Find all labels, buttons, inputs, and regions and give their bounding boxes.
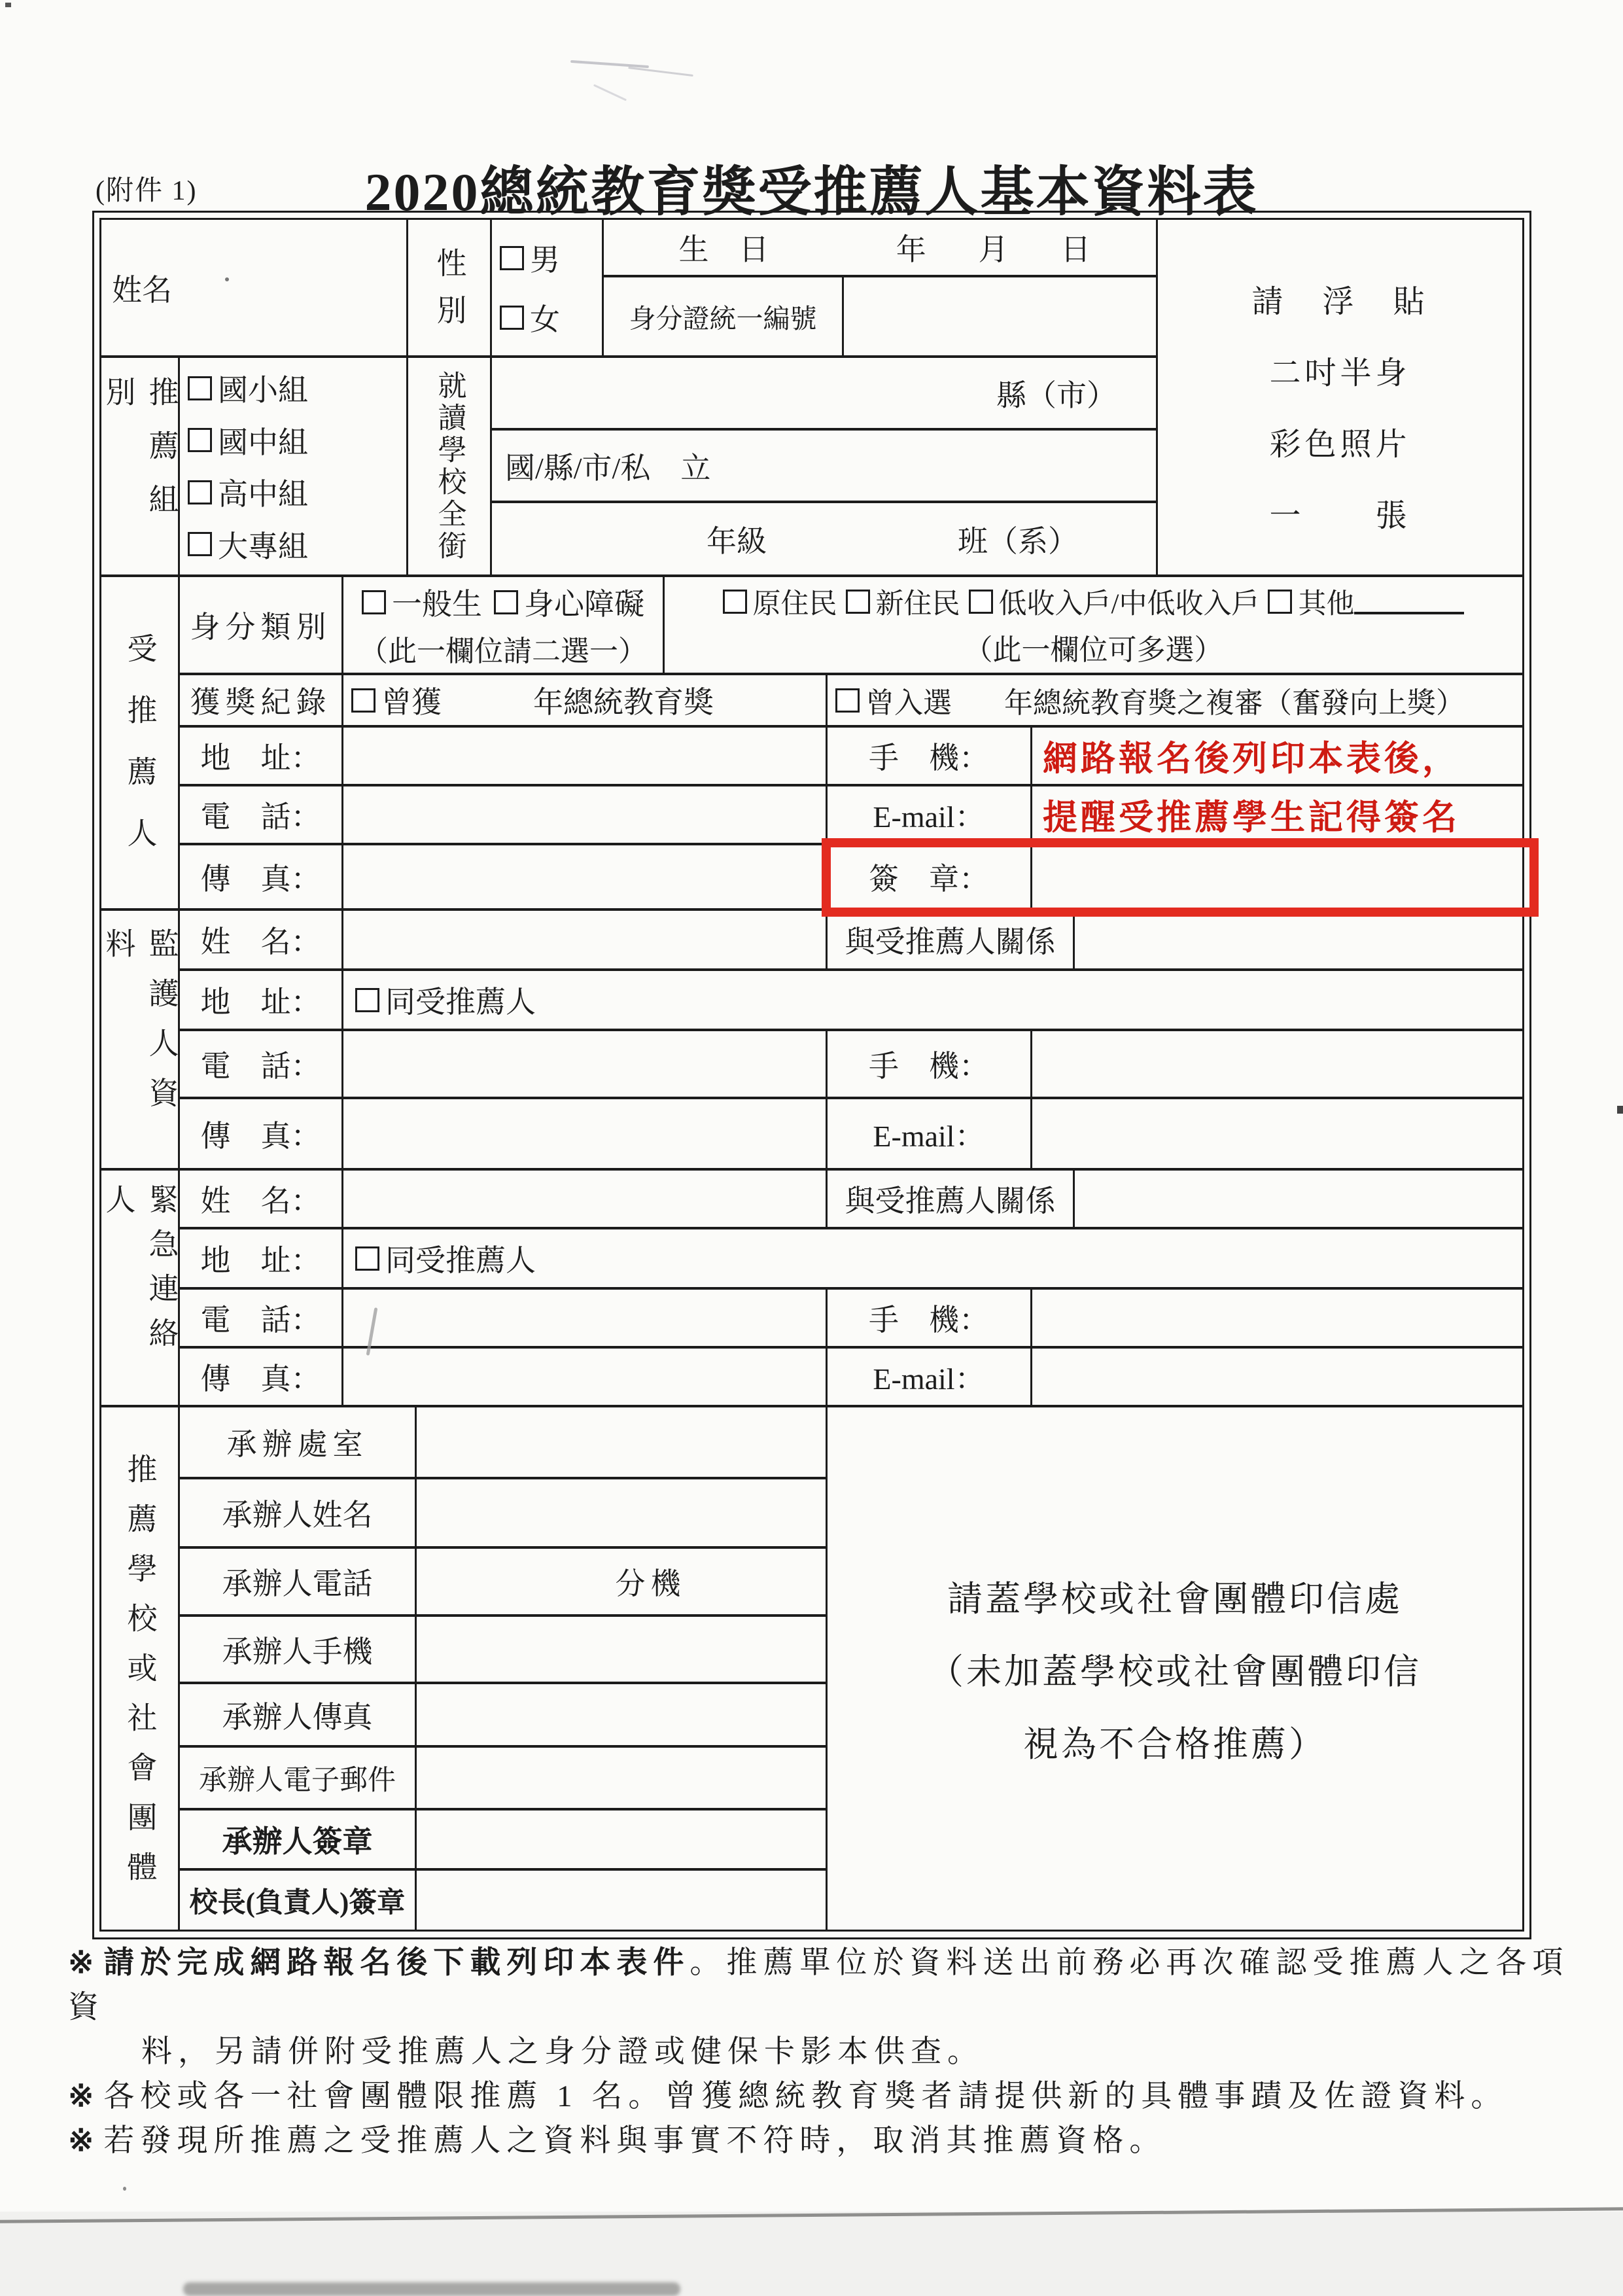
footnotes [68, 1941, 1586, 2163]
principal-signature-label: 校長(負責人)簽章 [180, 1871, 417, 1930]
footnote-2-text: 各校或各一社會團體限推薦 1 名。曾獲總統教育獎者請提供新的具體事蹟及佐證資料。 [103, 2079, 1508, 2113]
nominee-address-label: 地 址： [180, 728, 343, 784]
contact-mobile-value [417, 1617, 828, 1682]
row-contact-signature [180, 1810, 828, 1871]
form-title: 2020總統教育獎受推薦人基本資料表 [364, 162, 1259, 222]
emergency-same-label: 同受推薦人 [385, 1244, 536, 1277]
school-name-zone [492, 358, 1158, 574]
contact-email-value [417, 1748, 828, 1808]
group-section-label: 推薦組別 [101, 358, 180, 574]
row-award-record [180, 675, 1522, 728]
class-label: 班（系） [958, 524, 1078, 558]
gender-options [492, 220, 604, 355]
row-id-number [604, 277, 1158, 355]
row-birthday [604, 220, 1158, 277]
block-identity [101, 220, 1522, 577]
footnote-1-marker: ※ [68, 1946, 100, 1980]
checkbox-low-income [969, 590, 993, 614]
checkbox-male [500, 246, 524, 270]
aborigine-label: 原住民 [752, 589, 837, 620]
guardian-phone-value [343, 1031, 828, 1097]
nominee-signature-label: 簽 章： [828, 845, 1032, 908]
photo-paste-cell [1158, 220, 1522, 574]
senior-label: 高中組 [218, 478, 308, 512]
option-disability [494, 580, 644, 624]
unit-year: 年 [896, 233, 926, 266]
emergency-rows [180, 1171, 1522, 1405]
scan-shadow [183, 2282, 680, 2296]
won-suffix-label: 年總統教育獎 [533, 686, 714, 719]
low-income-label: 低收入戶/中低收入戶 [998, 589, 1260, 620]
footnote-1-rest: 。推薦單位於資料送出前務必再次確認受推薦人之各項資 [68, 1946, 1569, 2024]
emergency-mobile-value [1032, 1290, 1522, 1346]
principal-signature-value [417, 1871, 828, 1930]
contact-phone-value [417, 1549, 828, 1614]
office-label: 承辦處室 [180, 1407, 417, 1477]
contact-fax-label: 承辦人傳真 [180, 1684, 417, 1745]
row-contact-fax [180, 1684, 828, 1748]
nominee-phone-label: 電 話： [180, 786, 343, 843]
emergency-email-value [1032, 1349, 1522, 1405]
footnote-3-marker: ※ [68, 2124, 100, 2158]
school-name-label: 就讀學校全銜 [408, 358, 492, 574]
emergency-relation-label: 與受推薦人關係 [828, 1171, 1075, 1227]
nominee-phone-value [343, 786, 828, 843]
contact-phone-label: 承辦人電話 [180, 1549, 417, 1614]
emergency-section-label: 緊急連絡人 [101, 1171, 180, 1405]
guardian-rows [180, 911, 1522, 1168]
footnote-1 [68, 1941, 1586, 2030]
group-option-college [188, 523, 406, 566]
emergency-name-label: 姓 名： [180, 1171, 343, 1227]
school-prefix-label: 國/縣/市/私 立 [505, 451, 711, 485]
guardian-relation-value [1075, 911, 1522, 968]
group-option-elementary [188, 366, 406, 410]
emergency-relation-value [1075, 1171, 1522, 1227]
stamp-line-3: 視為不合格推薦） [1023, 1724, 1327, 1764]
footnote-2-marker: ※ [68, 2079, 100, 2113]
checkbox-won [351, 688, 375, 713]
nominee-mobile-label: 手 機： [828, 728, 1032, 784]
row-contact-phone [180, 1549, 828, 1617]
emergency-mobile-label: 手 機： [828, 1290, 1032, 1346]
row-guardian-phone [180, 1031, 1522, 1099]
checkbox-other [1268, 590, 1292, 614]
photo-line-2: 二吋半身 [1269, 356, 1411, 391]
identity-two-choice-cell [343, 577, 665, 673]
checkbox-elementary [188, 376, 212, 400]
emergency-phone-value [343, 1290, 828, 1346]
row-contact-name [180, 1479, 828, 1549]
guardian-phone-label: 電 話： [180, 1031, 343, 1097]
group-option-senior [188, 470, 406, 514]
nominee-email-value [1032, 786, 1522, 843]
contact-mobile-label: 承辦人手機 [180, 1617, 417, 1682]
checkbox-female [500, 306, 524, 330]
emergency-name-value [343, 1171, 828, 1227]
guardian-email-value [1032, 1099, 1522, 1168]
identity-multi-note: （此一欄位可多選） [964, 634, 1223, 666]
attachment-label: (附件 1) [96, 176, 198, 206]
footnote-3 [68, 2119, 1586, 2163]
guardian-mobile-value [1032, 1031, 1522, 1097]
group-options [180, 358, 408, 574]
guardian-address-label: 地 址： [180, 971, 343, 1029]
birthday-label: 生 日 [678, 233, 769, 266]
guardian-fax-value [343, 1099, 828, 1168]
organization-rows [180, 1407, 828, 1930]
award-selected-cell [828, 675, 1522, 725]
option-low-income [969, 582, 1260, 622]
contact-fax-value [417, 1684, 828, 1745]
row-guardian-address [180, 971, 1522, 1031]
organization-section-label: 推薦學校或社會團體 [101, 1407, 180, 1930]
award-won-cell [343, 675, 828, 725]
birth-id-zone [604, 220, 1158, 355]
gender-label: 性別 [408, 220, 492, 355]
guardian-fax-label: 傳 真： [180, 1099, 343, 1168]
row-emergency-name [180, 1171, 1522, 1229]
guardian-name-value [343, 911, 828, 968]
option-other [1268, 582, 1464, 622]
office-value [417, 1407, 828, 1477]
contact-signature-label: 承辦人簽章 [180, 1810, 417, 1868]
photo-line-1: 請 浮 貼 [1251, 285, 1429, 319]
nominee-section-label: 受推薦人 [101, 577, 180, 908]
identity-two-choice-options [343, 580, 663, 624]
unit-day: 日 [1060, 233, 1091, 266]
county-label: 縣（市） [996, 378, 1117, 412]
photo-line-4: 一 張 [1269, 499, 1411, 533]
row-emergency-address [180, 1229, 1522, 1290]
junior-label: 國中組 [218, 425, 308, 459]
row-contact-mobile [180, 1617, 828, 1684]
other-label: 其他 [1298, 589, 1355, 620]
checkbox-selected [835, 688, 860, 713]
won-label: 曾獲 [381, 686, 442, 719]
name-label: 姓名 [101, 220, 408, 355]
emergency-fax-label: 傳 真： [180, 1349, 343, 1405]
id-number-value [844, 277, 1156, 355]
checkbox-disability [494, 590, 518, 614]
disability-label: 身心障礙 [524, 588, 644, 622]
emergency-fax-value [343, 1349, 828, 1405]
id-number-label: 身分證統一編號 [604, 277, 844, 355]
guardian-email-label: E-mail： [828, 1099, 1032, 1168]
checkbox-junior [188, 428, 212, 452]
identity-type-label: 身分類別 [180, 577, 343, 673]
row-nominee-address [180, 728, 1522, 786]
stamp-cell [828, 1407, 1522, 1930]
group-option-junior [188, 419, 406, 462]
guardian-same-label: 同受推薦人 [385, 985, 536, 1019]
guardian-section-label: 監護人資料 [101, 911, 180, 1168]
photo-instructions [1251, 259, 1428, 535]
emergency-phone-label: 電 話： [180, 1290, 343, 1346]
immigrant-label: 新住民 [875, 589, 960, 620]
elementary-label: 國小組 [218, 374, 308, 408]
block-guardian [101, 911, 1522, 1171]
guardian-mobile-label: 手 機： [828, 1031, 1032, 1097]
block-emergency [101, 1171, 1522, 1407]
school-county-line [492, 358, 1156, 431]
checkbox-guardian-same-address [355, 988, 379, 1012]
row-office [180, 1407, 828, 1479]
female-label: 女 [530, 303, 560, 336]
row-principal-signature [180, 1871, 828, 1930]
male-label: 男 [530, 243, 560, 277]
option-immigrant [846, 582, 960, 622]
gender-option-female [500, 296, 602, 339]
row-contact-email [180, 1748, 828, 1810]
row-nominee-phone [180, 786, 1522, 845]
emergency-address-value [343, 1229, 1522, 1287]
contact-signature-value [417, 1810, 828, 1868]
footnote-3-text: 若發現所推薦之受推薦人之資料與事實不符時，取消其推薦資格。 [103, 2124, 1166, 2158]
row-guardian-fax [180, 1099, 1522, 1168]
option-aborigine [723, 582, 837, 622]
row-group-school [101, 358, 1158, 574]
general-label: 一般生 [392, 588, 482, 622]
award-record-label: 獲獎紀錄 [180, 675, 343, 725]
footnote-1-bold: 請於完成網路報名後下載列印本表件 [103, 1946, 690, 1980]
emergency-address-label: 地 址： [180, 1229, 343, 1287]
contact-email-label: 承辦人電子郵件 [180, 1748, 417, 1808]
gender-option-male [500, 236, 602, 279]
row-emergency-fax [180, 1349, 1522, 1405]
checkbox-general [362, 590, 386, 614]
guardian-name-label: 姓 名： [180, 911, 343, 968]
other-blank-line [1354, 592, 1464, 614]
checkbox-aborigine [723, 590, 747, 614]
option-general [362, 580, 482, 624]
birthday-units [844, 220, 1156, 275]
grade-label: 年級 [707, 524, 767, 558]
checkbox-emergency-same-address [355, 1246, 379, 1271]
school-grade-line [492, 503, 1156, 574]
nominee-fax-label: 傳 真： [180, 845, 343, 908]
stamp-line-1: 請蓋學校或社會團體印信處 [947, 1579, 1403, 1619]
nominee-email-label: E-mail： [828, 786, 1032, 843]
contact-name-value [417, 1479, 828, 1546]
row-guardian-name [180, 911, 1522, 971]
footnote-2 [68, 2074, 1586, 2119]
guardian-address-value [343, 971, 1522, 1029]
nominee-mobile-value [1032, 728, 1522, 784]
block-identity-left [101, 220, 1158, 574]
checkbox-immigrant [846, 590, 870, 614]
footnote-1-continued: 料，另請併附受推薦人之身分證或健保卡影本供查。 [141, 2035, 984, 2069]
selected-label: 曾入選 [865, 687, 952, 719]
checkbox-college [188, 532, 212, 556]
red-note-line-1: 網路報名後列印本表後， [1043, 740, 1460, 778]
photo-line-3: 彩色照片 [1269, 427, 1411, 462]
row-name [101, 220, 1158, 358]
red-highlight-box [822, 838, 1539, 917]
nominee-address-value [343, 728, 828, 784]
row-emergency-phone [180, 1290, 1522, 1349]
block-organization [101, 1407, 1522, 1930]
stamp-instructions [928, 1571, 1422, 1767]
stamp-line-2: （未加蓋學校或社會團體印信 [928, 1651, 1422, 1691]
red-note-line-2: 提醒受推薦學生記得簽名 [1043, 799, 1460, 837]
selected-suffix-label: 年總統教育獎之複審（奮發向上獎） [1004, 687, 1465, 719]
form-table [99, 218, 1524, 1932]
row-identity-type [180, 577, 1522, 675]
emergency-email-label: E-mail： [828, 1349, 1032, 1405]
unit-month: 月 [978, 233, 1009, 266]
nominee-fax-value [343, 845, 828, 908]
school-prefix-line [492, 431, 1156, 503]
identity-multi-options [665, 582, 1522, 622]
identity-multi-cell [665, 577, 1522, 673]
identity-two-choice-note: （此一欄位請二選一） [359, 635, 647, 667]
college-label: 大專組 [218, 529, 308, 563]
guardian-relation-label: 與受推薦人關係 [828, 911, 1075, 968]
extension-label: 分機 [615, 1567, 686, 1600]
contact-name-label: 承辦人姓名 [180, 1479, 417, 1546]
checkbox-senior [188, 480, 212, 504]
